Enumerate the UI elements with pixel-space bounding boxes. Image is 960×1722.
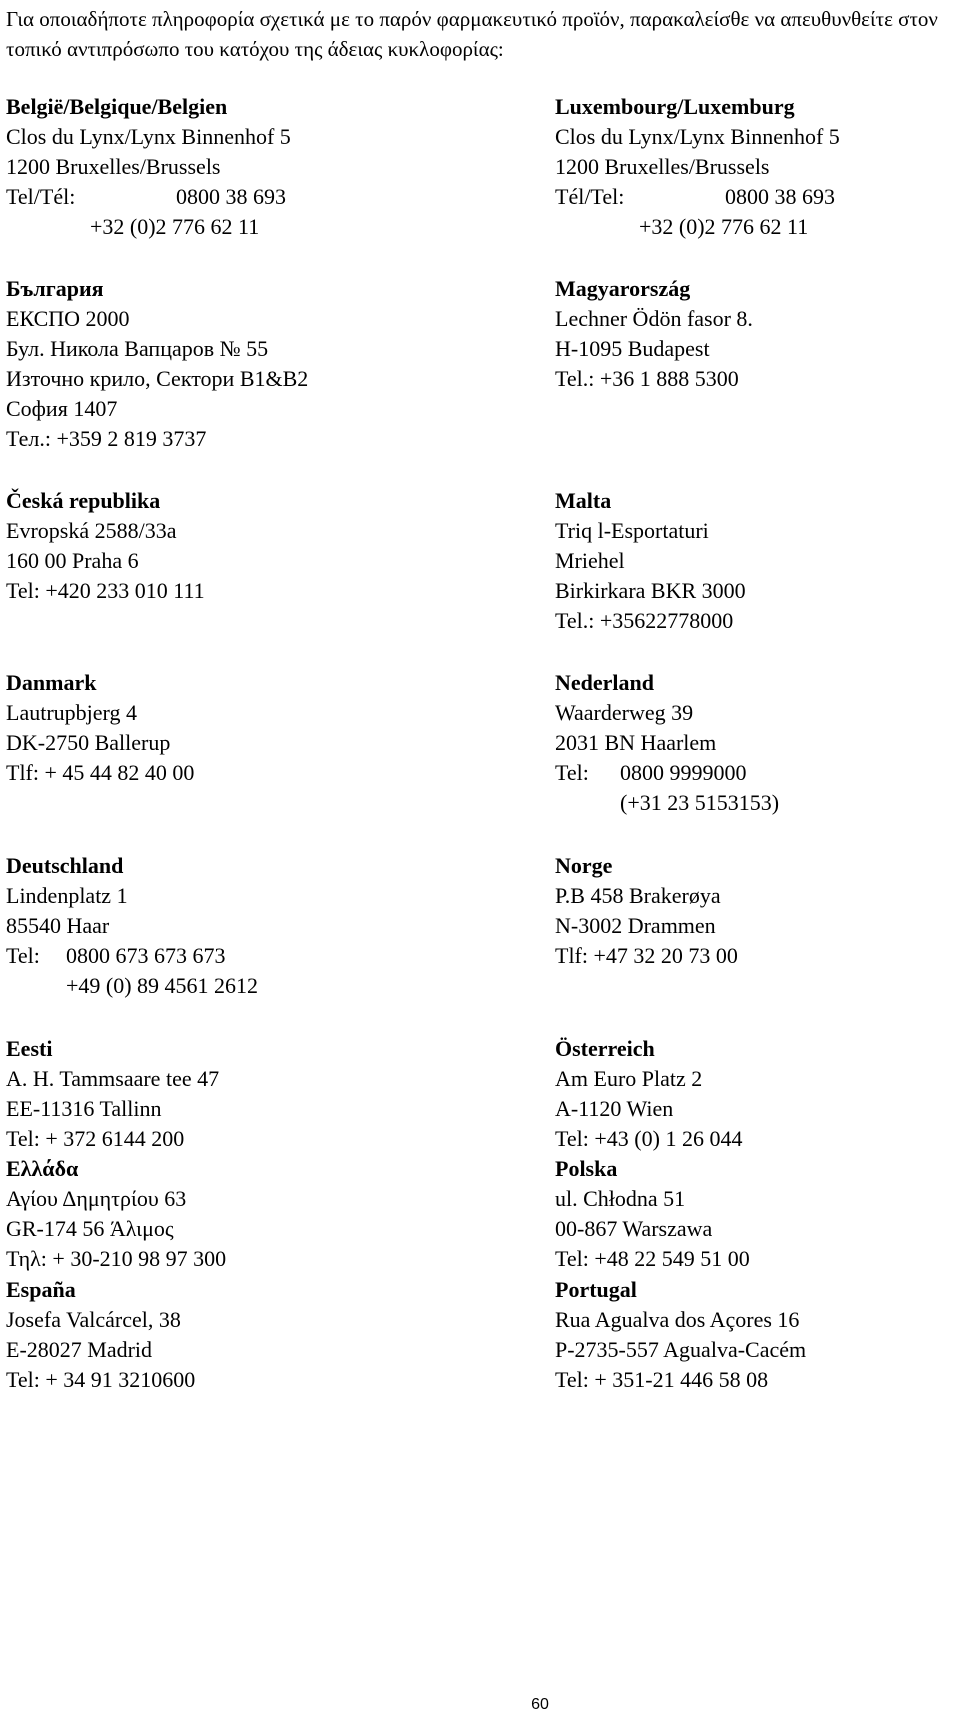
telephone-row	[555, 182, 960, 212]
contact-entry-luxembourg	[555, 92, 960, 242]
country-name: Ελλάδα	[6, 1156, 79, 1181]
country-name: Danmark	[6, 670, 97, 695]
address-line: N-3002 Drammen	[555, 913, 716, 938]
address-line: DK-2750 Ballerup	[6, 730, 171, 755]
contact-entry-belgium	[6, 92, 426, 242]
contact-entry-malta	[555, 486, 960, 636]
telephone-line: Tel.: +36 1 888 5300	[555, 366, 739, 391]
page-number: 60	[531, 1696, 549, 1713]
telephone-number: +32 (0)2 776 62 11	[90, 214, 260, 239]
telephone-row	[6, 182, 426, 212]
address-line: ul. Chłodna 51	[555, 1186, 686, 1211]
telephone-number: (+31 23 5153153)	[620, 790, 780, 815]
address-line: Am Euro Platz 2	[555, 1066, 703, 1091]
telephone-line: Tlf: + 45 44 82 40 00	[6, 760, 195, 785]
address-line: Lechner Ödön fasor 8.	[555, 306, 753, 331]
telephone-number: 0800 673 673 673	[66, 943, 226, 968]
telephone-line: Tel: + 34 91 3210600	[6, 1367, 196, 1392]
telephone-row	[6, 941, 426, 971]
contact-entry-estonia	[6, 1034, 426, 1154]
telephone-label: Tel:	[555, 760, 589, 785]
contact-entry-hungary	[555, 274, 960, 394]
telephone-line: Тел.: +359 2 819 3737	[6, 426, 207, 451]
telephone-line: Tel: +48 22 549 51 00	[555, 1246, 750, 1271]
address-line: Birkirkara BKR 3000	[555, 578, 746, 603]
telephone-row	[6, 971, 426, 1001]
country-name: Deutschland	[6, 853, 124, 878]
address-line: A. H. Tammsaare tee 47	[6, 1066, 220, 1091]
address-line: Clos du Lynx/Lynx Binnenhof 5	[6, 124, 291, 149]
address-line: 2031 BN Haarlem	[555, 730, 717, 755]
address-line: Clos du Lynx/Lynx Binnenhof 5	[555, 124, 840, 149]
country-name: Österreich	[555, 1036, 655, 1061]
contact-entry-greece	[6, 1154, 426, 1274]
country-name: България	[6, 276, 104, 301]
contact-entry-bulgaria	[6, 274, 426, 454]
telephone-line: Tlf: +47 32 20 73 00	[555, 943, 738, 968]
address-line: 1200 Bruxelles/Brussels	[555, 154, 770, 179]
address-line: E-28027 Madrid	[6, 1337, 153, 1362]
contact-entry-poland	[555, 1154, 960, 1274]
address-line: Αγίου Δημητρίου 63	[6, 1186, 187, 1211]
address-line: 1200 Bruxelles/Brussels	[6, 154, 221, 179]
contact-entry-czech-republic	[6, 486, 426, 606]
address-line: A-1120 Wien	[555, 1096, 674, 1121]
address-line: P.B 458 Brakerøya	[555, 883, 721, 908]
contact-entry-norway	[555, 851, 960, 971]
address-line: 00-867 Warszawa	[555, 1216, 713, 1241]
address-line: Lindenplatz 1	[6, 883, 128, 908]
address-line: Evropská 2588/33a	[6, 518, 177, 543]
address-line: GR-174 56 Άλιμος	[6, 1216, 174, 1241]
address-line: ЕКСПО 2000	[6, 306, 130, 331]
address-line: Бул. Никола Вапцаров № 55	[6, 336, 269, 361]
address-line: Waarderweg 39	[555, 700, 694, 725]
telephone-number: 0800 38 693	[725, 184, 835, 209]
country-name: België/Belgique/Belgien	[6, 94, 228, 119]
contact-entry-portugal	[555, 1275, 960, 1395]
country-name: Eesti	[6, 1036, 53, 1061]
telephone-row	[6, 212, 426, 242]
telephone-number: 0800 9999000	[620, 760, 747, 785]
telephone-line: Tel: +420 233 010 111	[6, 578, 205, 603]
telephone-label: Tel:	[6, 943, 40, 968]
contact-entry-germany	[6, 851, 426, 1001]
address-line: Mriehel	[555, 548, 625, 573]
address-line: София 1407	[6, 396, 118, 421]
address-line: Triq l-Esportaturi	[555, 518, 709, 543]
contact-entry-denmark	[6, 668, 426, 788]
telephone-row	[555, 758, 960, 788]
address-line: 160 00 Praha 6	[6, 548, 139, 573]
country-name: Magyarország	[555, 276, 691, 301]
telephone-line: Tel: + 372 6144 200	[6, 1126, 185, 1151]
address-line: P-2735-557 Agualva-Cacém	[555, 1337, 807, 1362]
telephone-label: Tél/Tel:	[555, 184, 625, 209]
country-name: Česká republika	[6, 488, 161, 513]
telephone-number: +32 (0)2 776 62 11	[639, 214, 809, 239]
country-name: Norge	[555, 853, 613, 878]
telephone-number: +49 (0) 89 4561 2612	[66, 973, 259, 998]
address-line: H-1095 Budapest	[555, 336, 710, 361]
telephone-line: Tel.: +35622778000	[555, 608, 734, 633]
address-line: Източно крило, Сектори B1&B2	[6, 366, 309, 391]
address-line: EE-11316 Tallinn	[6, 1096, 162, 1121]
telephone-line: Τηλ: + 30-210 98 97 300	[6, 1246, 227, 1271]
telephone-row	[555, 212, 960, 242]
country-name: Malta	[555, 488, 612, 513]
address-line: Lautrupbjerg 4	[6, 700, 137, 725]
contact-entry-spain	[6, 1275, 426, 1395]
telephone-line: Tel: +43 (0) 1 26 044	[555, 1126, 743, 1151]
country-name: Polska	[555, 1156, 618, 1181]
contact-entry-austria	[555, 1034, 960, 1154]
country-name: Luxembourg/Luxemburg	[555, 94, 795, 119]
contact-entry-netherlands	[555, 668, 960, 818]
address-line: Rua Agualva dos Açores 16	[555, 1307, 800, 1332]
telephone-number: 0800 38 693	[176, 184, 286, 209]
telephone-row	[555, 788, 960, 818]
country-name: Portugal	[555, 1277, 637, 1302]
country-name: España	[6, 1277, 76, 1302]
telephone-label: Tel/Tél:	[6, 184, 76, 209]
telephone-line: Tel: + 351-21 446 58 08	[555, 1367, 769, 1392]
address-line: Josefa Valcárcel, 38	[6, 1307, 181, 1332]
address-line: 85540 Haar	[6, 913, 110, 938]
intro-paragraph: Για οποιαδήποτε πληροφορία σχετικά με το παρόν φαρμακευτικό προϊόν, παρακαλείσθε να απευθυνθείτε στον τοπικό αντιπρόσωπο του κατόχου της άδειας κυκλοφορίας:	[6, 7, 938, 61]
country-name: Nederland	[555, 670, 654, 695]
